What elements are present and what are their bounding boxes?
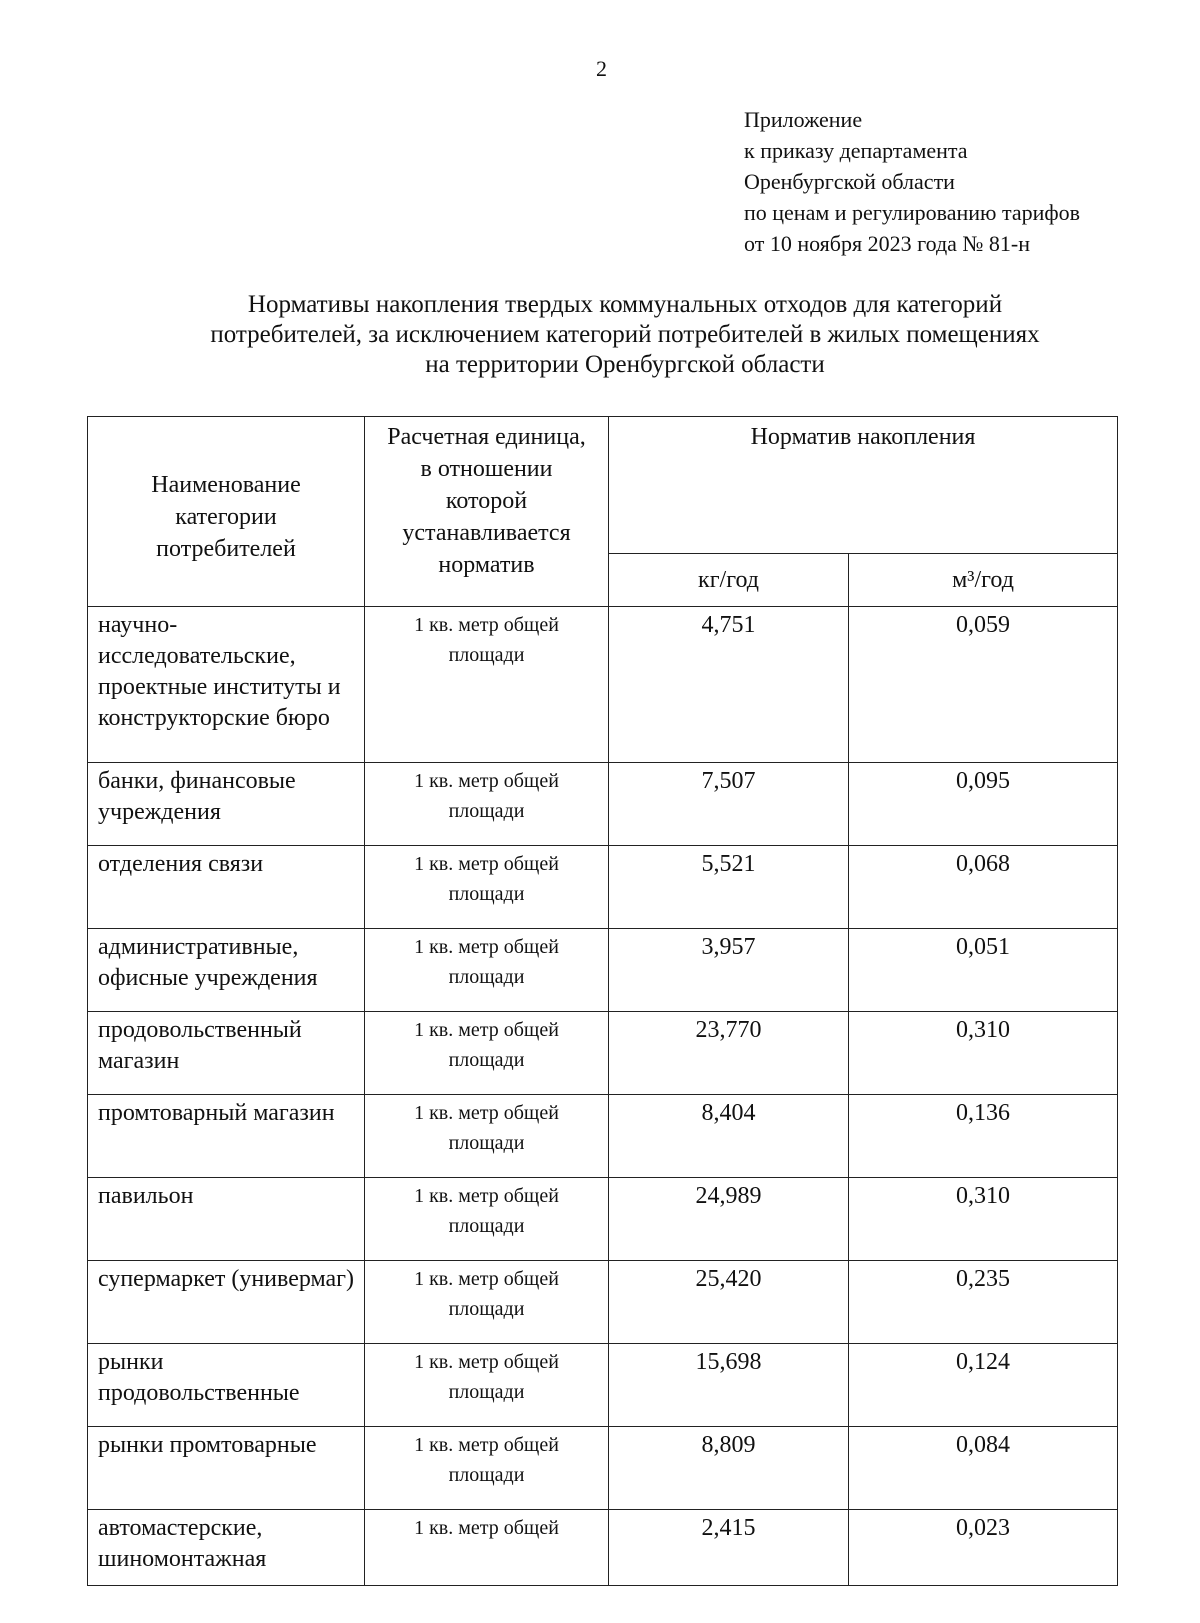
kg-value: 4,751	[609, 607, 849, 763]
kg-value: 23,770	[609, 1012, 849, 1095]
kg-value: 5,521	[609, 846, 849, 929]
category-name: павильон	[88, 1178, 365, 1261]
category-name: промтоварный магазин	[88, 1095, 365, 1178]
appendix-block	[744, 104, 1080, 259]
table-row	[88, 1095, 1118, 1178]
unit-cell: 1 кв. метр общей площади	[365, 1427, 609, 1510]
table-row	[88, 929, 1118, 1012]
header-m3-per-year: м³/год	[849, 554, 1118, 607]
unit-cell: 1 кв. метр общей площади	[365, 1178, 609, 1261]
kg-value: 2,415	[609, 1510, 849, 1586]
table-header	[88, 417, 1118, 607]
document-title	[120, 290, 1130, 380]
norms-table	[87, 416, 1118, 1586]
unit-cell: 1 кв. метр общей площади	[365, 1344, 609, 1427]
unit-cell: 1 кв. метр общей площади	[365, 1261, 609, 1344]
category-name: продовольственный магазин	[88, 1012, 365, 1095]
unit-cell: 1 кв. метр общей площади	[365, 763, 609, 846]
title-line: Нормативы накопления твердых коммунальных отходов для категорий	[247, 291, 1003, 318]
m3-value: 0,095	[849, 763, 1118, 846]
kg-value: 24,989	[609, 1178, 849, 1261]
table-row	[88, 1178, 1118, 1261]
category-name: рынки продовольственные	[88, 1344, 365, 1427]
unit-cell: 1 кв. метр общей площади	[365, 1012, 609, 1095]
appendix-line: Оренбургской области	[744, 169, 955, 194]
title-line: на территории Оренбургской области	[425, 351, 825, 378]
category-name: супермаркет (универмаг)	[88, 1261, 365, 1344]
appendix-line: Приложение	[744, 107, 863, 132]
m3-value: 0,084	[849, 1427, 1118, 1510]
appendix-line: от 10 ноября 2023 года № 81-н	[744, 231, 1030, 256]
m3-value: 0,023	[849, 1510, 1118, 1586]
header-category: Наименование категории потребителей	[88, 417, 365, 607]
table-row	[88, 1427, 1118, 1510]
m3-value: 0,051	[849, 929, 1118, 1012]
appendix-line: к приказу департамента	[744, 138, 968, 163]
kg-value: 8,404	[609, 1095, 849, 1178]
category-name: автомастерские, шиномонтажная	[88, 1510, 365, 1586]
m3-value: 0,136	[849, 1095, 1118, 1178]
header-kg-per-year: кг/год	[609, 554, 849, 607]
unit-cell: 1 кв. метр общей площади	[365, 846, 609, 929]
unit-cell: 1 кв. метр общей площади	[365, 929, 609, 1012]
unit-cell: 1 кв. метр общей площади	[365, 1095, 609, 1178]
page-number: 2	[596, 56, 607, 81]
unit-cell: 1 кв. метр общей	[365, 1510, 609, 1586]
title-line: потребителей, за исключением категорий потребителей в жилых помещениях	[210, 321, 1040, 348]
table-body	[88, 607, 1118, 1586]
m3-value: 0,235	[849, 1261, 1118, 1344]
table-row	[88, 1510, 1118, 1586]
m3-value: 0,124	[849, 1344, 1118, 1427]
category-name: административные, офисные учреждения	[88, 929, 365, 1012]
category-name: банки, финансовые учреждения	[88, 763, 365, 846]
kg-value: 8,809	[609, 1427, 849, 1510]
header-norm: Норматив накопления	[609, 417, 1118, 554]
table-row	[88, 1012, 1118, 1095]
kg-value: 15,698	[609, 1344, 849, 1427]
unit-cell: 1 кв. метр общей площади	[365, 607, 609, 763]
appendix-line: по ценам и регулированию тарифов	[744, 200, 1081, 225]
table-row	[88, 1344, 1118, 1427]
kg-value: 25,420	[609, 1261, 849, 1344]
m3-value: 0,059	[849, 607, 1118, 763]
table-row	[88, 763, 1118, 846]
category-name: рынки промтоварные	[88, 1427, 365, 1510]
kg-value: 3,957	[609, 929, 849, 1012]
m3-value: 0,068	[849, 846, 1118, 929]
table-row	[88, 1261, 1118, 1344]
kg-value: 7,507	[609, 763, 849, 846]
m3-value: 0,310	[849, 1012, 1118, 1095]
category-name: научно-исследовательские, проектные институты и конструкторские бюро	[88, 607, 365, 763]
header-unit: Расчетная единица, в отношении которой устанавливается норматив	[365, 417, 609, 607]
table-row	[88, 846, 1118, 929]
category-name: отделения связи	[88, 846, 365, 929]
table-row	[88, 607, 1118, 763]
m3-value: 0,310	[849, 1178, 1118, 1261]
